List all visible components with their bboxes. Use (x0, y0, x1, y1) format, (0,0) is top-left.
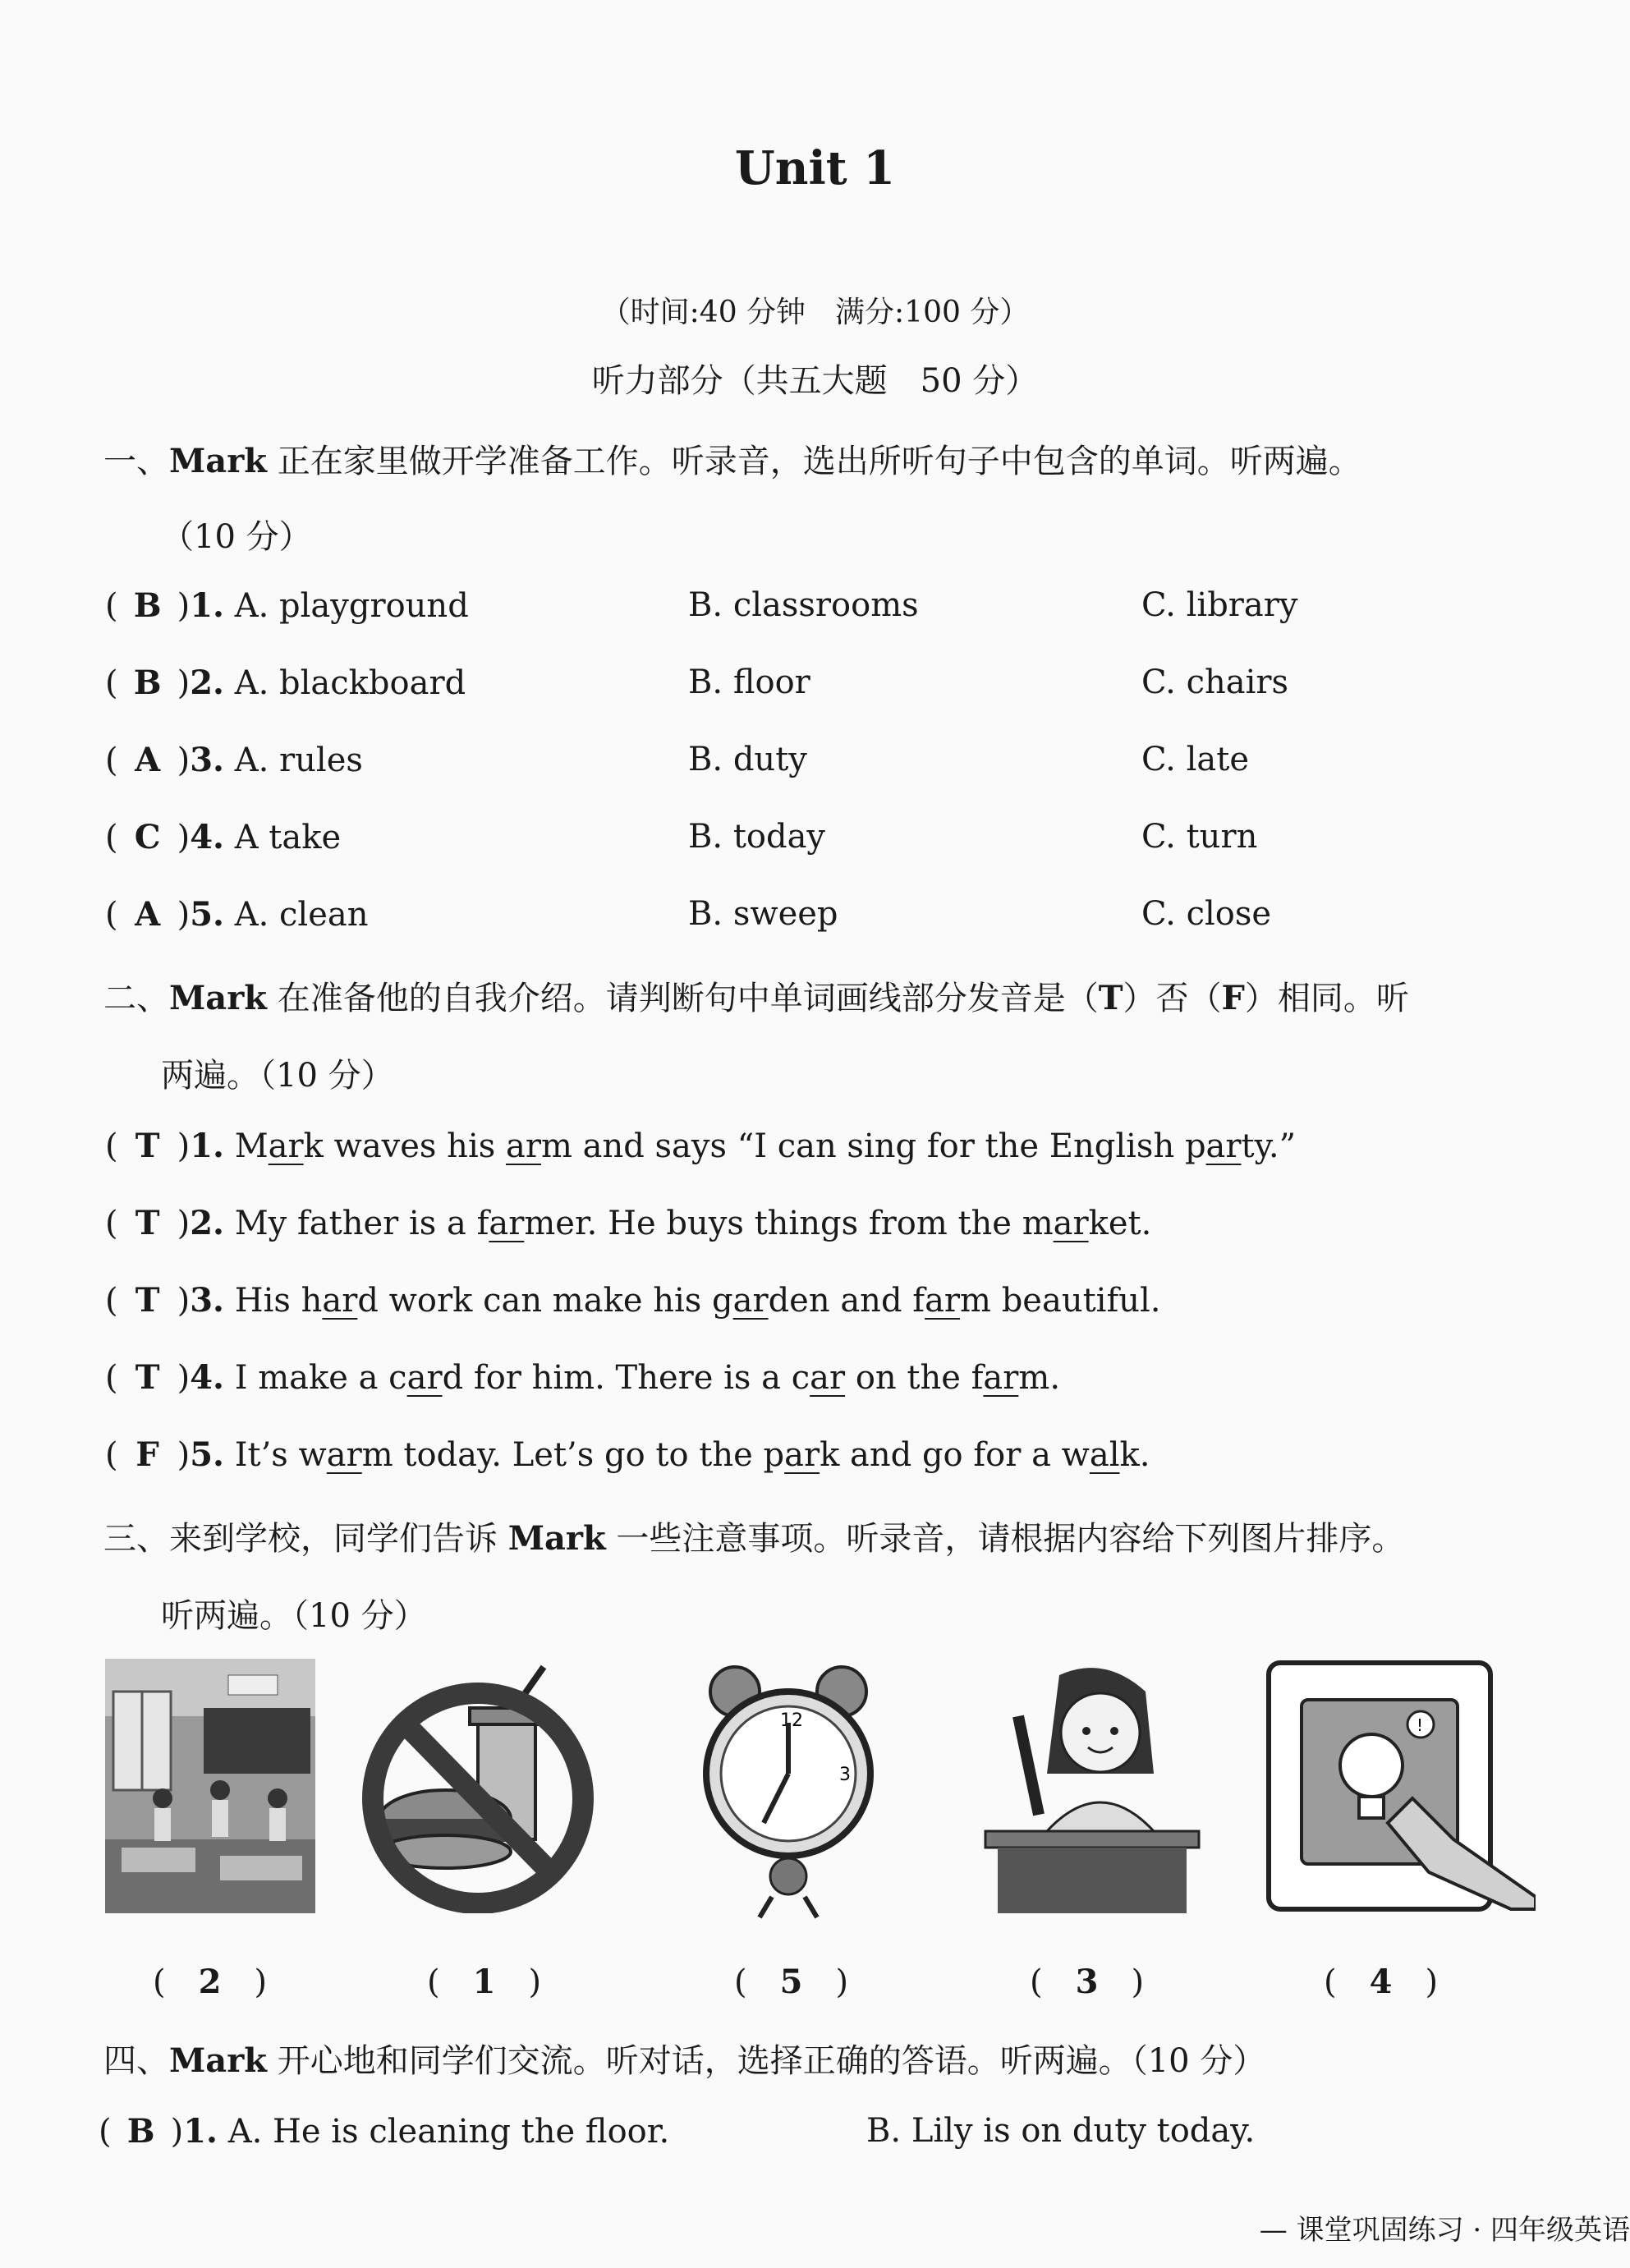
s1-row-3-c: C. late (1141, 741, 1249, 778)
s1-row-4-c: C. turn (1141, 818, 1258, 856)
answer: B (126, 2112, 155, 2151)
classroom-icon (105, 1659, 315, 1913)
order-1: ( 2 ) (153, 1963, 268, 2001)
s1-row-3-b: B. duty (688, 741, 807, 778)
no-junk-food-picture (355, 1659, 601, 1917)
alarm-clock-icon (698, 1659, 879, 1921)
answer: C (134, 818, 161, 856)
answer: B (133, 663, 162, 702)
s1-row-2-c: C. chairs (1141, 663, 1289, 701)
section-1-heading: 一、Mark 正在家里做开学准备工作。听录音，选出所听句子中包含的单词。听两遍。 (103, 442, 1361, 480)
s2-row-1: ( T )1. Mark waves his arm and says “I can sing for the English party.” (105, 1127, 1297, 1165)
alarm-clock-picture (698, 1659, 879, 1925)
answer: A (135, 895, 161, 934)
section-3-line2: 听两遍。（10 分） (161, 1597, 427, 1635)
s2-row-5: ( F )5. It’s warm today. Let’s go to the park and go for a walk. (105, 1435, 1150, 1474)
svg-text:!: ! (1416, 1715, 1424, 1735)
s2-row-3: ( T )3. His hard work can make his garden and farm beautiful. (105, 1281, 1161, 1320)
answer: T (135, 1281, 160, 1320)
svg-text:12: 12 (780, 1710, 803, 1731)
answer: A (135, 741, 161, 779)
student-icon (981, 1659, 1203, 1913)
s2-row-4: ( T )4. I make a card for him. There is a car on the farm. (105, 1358, 1061, 1397)
s1-row-3: ( A )3. A. rules (105, 741, 363, 779)
classroom-picture (105, 1659, 315, 1917)
s1-row-5: ( A )5. A. clean (105, 895, 369, 934)
order-4: ( 3 ) (1030, 1963, 1145, 2001)
order-3: ( 5 ) (734, 1963, 849, 2001)
s1-row-1-b: B. classrooms (688, 586, 919, 624)
light-switch-icon (1265, 1659, 1536, 1913)
light-switch-picture (1265, 1659, 1536, 1917)
answer: T (135, 1204, 160, 1242)
s1-row-5-b: B. sweep (688, 895, 838, 933)
section-3-heading: 三、来到学校，同学们告诉 Mark 一些注意事项。听录音，请根据内容给下列图片排序。 (103, 1519, 1405, 1558)
svg-text:3: 3 (839, 1765, 851, 1785)
order-5: ( 4 ) (1324, 1963, 1439, 2001)
answer: T (135, 1127, 160, 1165)
no-junk-food-icon (355, 1659, 601, 1913)
section-1-score: （10 分） (161, 518, 312, 556)
s1-row-4-b: B. today (688, 818, 826, 856)
s1-row-4: ( C )4. A take (105, 818, 342, 856)
page-footer: — 课堂巩固练习 · 四年级英语 (1259, 2214, 1630, 2247)
listening-header: 听力部分（共五大题 50 分） (591, 362, 1039, 400)
s1-row-5-c: C. close (1141, 895, 1272, 933)
student-desk-picture (981, 1659, 1203, 1917)
section-4-heading: 四、Mark 开心地和同学们交流。听对话，选择正确的答语。听两遍。（10 分） (103, 2041, 1266, 2080)
s4-row-1-b: B. Lily is on duty today. (866, 2112, 1256, 2150)
order-2: ( 1 ) (427, 1963, 542, 2001)
s1-row-2: ( B )2. A. blackboard (105, 663, 466, 702)
answer: F (135, 1435, 159, 1474)
s1-row-1-c: C. library (1141, 586, 1298, 624)
s4-row-1: ( B )1. A. He is cleaning the floor. (99, 2112, 670, 2151)
section-2-heading: 二、Mark 在准备他的自我介绍。请判断句中单词画线部分发音是（T）否（F）相同。听 (103, 979, 1409, 1017)
answer: B (133, 586, 162, 625)
page-title: Unit 1 (734, 141, 896, 195)
s1-row-1: ( B )1. A. playground (105, 586, 469, 625)
s1-row-2-b: B. floor (688, 663, 810, 701)
s2-row-2: ( T )2. My father is a farmer. He buys things from the market. (105, 1204, 1152, 1242)
exam-meta: （时间:40 分钟 满分:100 分） (600, 296, 1030, 329)
answer: T (135, 1358, 160, 1397)
section-2-line2: 两遍。（10 分） (161, 1057, 394, 1095)
